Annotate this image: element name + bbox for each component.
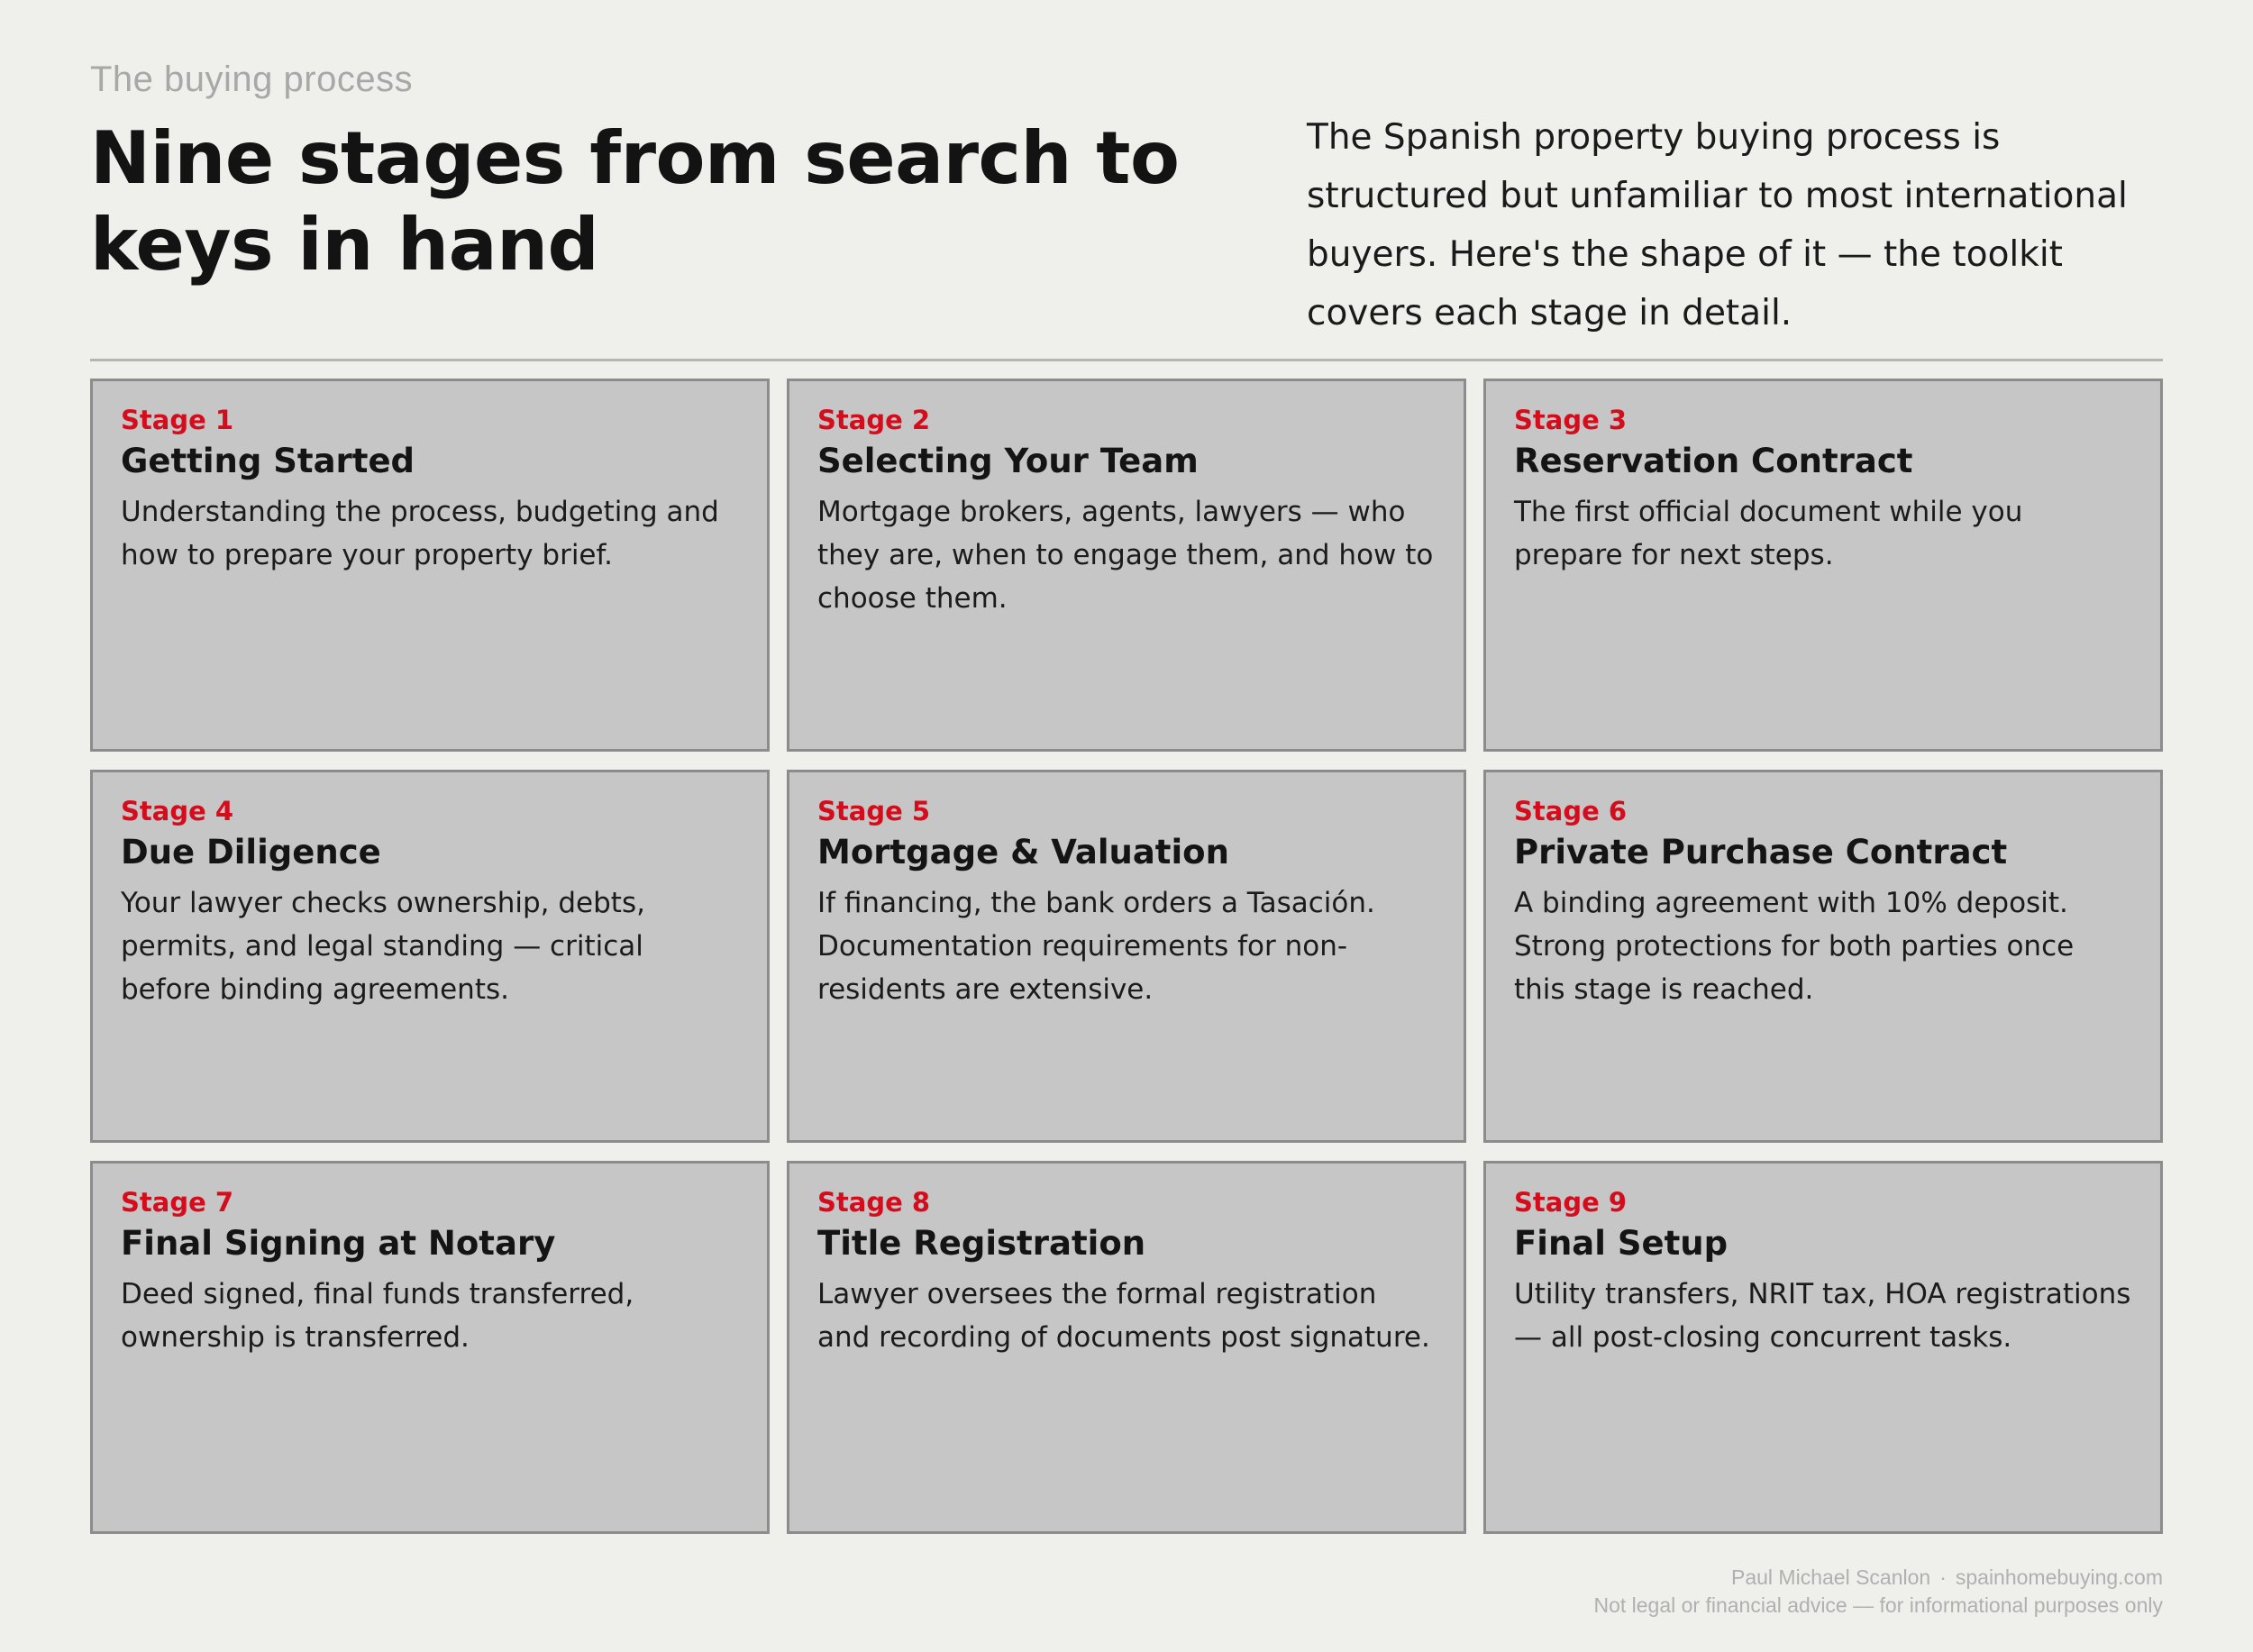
stage-description: Deed signed, final funds transferred, ownership is transferred. — [121, 1278, 634, 1354]
stage-card-2 — [787, 379, 1466, 752]
stage-description: Understanding the process, budgeting and how to prepare your property brief. — [121, 496, 719, 571]
stage-title: Final Setup — [1514, 1224, 1729, 1263]
stage-label: Stage 5 — [817, 796, 931, 826]
stage-description: Utility transfers, NRIT tax, HOA registrations — all post-closing concurrent tasks. — [1514, 1278, 2131, 1354]
stage-label: Stage 3 — [1514, 405, 1628, 435]
stage-title: Due Diligence — [121, 833, 381, 872]
header-divider — [90, 359, 2163, 361]
stage-label: Stage 4 — [121, 796, 234, 826]
stage-label: Stage 8 — [817, 1187, 931, 1218]
stage-description: A binding agreement with 10% deposit. Strong protections for both parties once this stage is reached. — [1514, 887, 2075, 1006]
stage-title: Reservation Contract — [1514, 442, 1913, 480]
intro-paragraph: The Spanish property buying process is structured but unfamiliar to most international buyers. Here's the shape of it — the toolkit covers each stage in detail. — [1307, 117, 2128, 333]
stage-title: Getting Started — [121, 442, 415, 480]
footer-credit — [1593, 1564, 2163, 1592]
stage-card-7 — [90, 1161, 770, 1534]
footer-disclaimer: Not legal or financial advice — for informational purposes only — [1593, 1593, 2163, 1617]
stage-label: Stage 1 — [121, 405, 234, 435]
stage-description: If financing, the bank orders a Tasación. Documentation requirements for non-residents are extensive. — [817, 887, 1375, 1006]
stage-title: Final Signing at Notary — [121, 1224, 556, 1263]
footer-separator: · — [1939, 1565, 1947, 1589]
stage-card-5 — [787, 770, 1466, 1143]
page-title: Nine stages from search to keys in hand — [90, 116, 1180, 287]
stage-card-9 — [1483, 1161, 2163, 1534]
stage-label: Stage 6 — [1514, 796, 1628, 826]
stage-card-3 — [1483, 379, 2163, 752]
stage-description: The first official document while you prepare for next steps. — [1514, 496, 2023, 571]
stages-grid — [90, 379, 2163, 1534]
stage-description: Lawyer oversees the formal registration and recording of documents post signature. — [817, 1278, 1430, 1354]
stage-card-8 — [787, 1161, 1466, 1534]
stage-description: Mortgage brokers, agents, lawyers — who they are, when to engage them, and how to choose them. — [817, 496, 1434, 615]
stage-title: Selecting Your Team — [817, 442, 1199, 480]
stage-card-4 — [90, 770, 770, 1143]
footer-author: Paul Michael Scanlon — [1731, 1565, 1931, 1589]
stage-title: Private Purchase Contract — [1514, 833, 2008, 872]
stage-title: Mortgage & Valuation — [817, 833, 1229, 872]
stage-label: Stage 9 — [1514, 1187, 1628, 1218]
stage-card-6 — [1483, 770, 2163, 1143]
stage-label: Stage 7 — [121, 1187, 234, 1218]
page-eyebrow: The buying process — [90, 59, 414, 99]
footer — [1593, 1564, 2163, 1620]
stage-card-1 — [90, 379, 770, 752]
stage-description: Your lawyer checks ownership, debts, permits, and legal standing — critical before binding agreements. — [121, 887, 645, 1006]
stage-label: Stage 2 — [817, 405, 931, 435]
stage-title: Title Registration — [817, 1224, 1146, 1263]
footer-website: spainhomebuying.com — [1955, 1565, 2163, 1589]
